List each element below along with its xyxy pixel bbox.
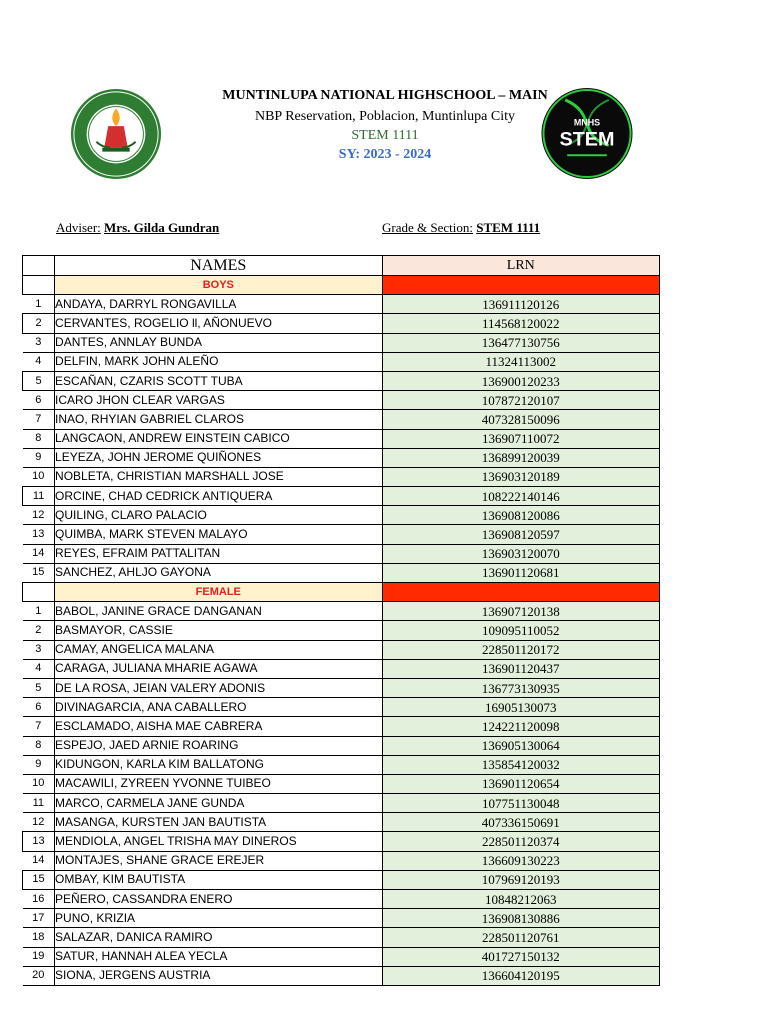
row-number: 12: [23, 506, 55, 525]
table-row: [23, 794, 660, 813]
table-row: [23, 487, 660, 506]
table-row: [23, 333, 660, 352]
school-address: NBP Reservation, Poblacion, Muntinlupa City: [254, 109, 516, 124]
lrn-column-header: LRN: [382, 256, 659, 276]
header-number-cell: [23, 256, 55, 276]
table-row: [23, 448, 660, 467]
row-number: 2: [23, 314, 55, 333]
school-name: MUNTINLUPA NATIONAL HIGHSCHOOL – MAIN: [222, 88, 548, 103]
table-row: [23, 928, 660, 947]
student-name: DELFIN, MARK JOHN ALEÑO: [55, 352, 383, 371]
row-number: 9: [23, 755, 55, 774]
boys-group-label: BOYS: [55, 276, 383, 295]
adviser-name: Mrs. Gilda Gundran: [104, 220, 220, 235]
student-name: BABOL, JANINE GRACE DANGANAN: [55, 602, 383, 621]
student-name: ORCINE, CHAD CEDRICK ANTIQUERA: [55, 487, 383, 506]
table-row: [23, 890, 660, 909]
row-number: 6: [23, 698, 55, 717]
table-row: [23, 736, 660, 755]
row-number: 13: [23, 832, 55, 851]
row-number: 20: [23, 966, 55, 985]
row-number: 15: [23, 870, 55, 889]
names-column-header: NAMES: [55, 256, 383, 276]
document-header: [0, 0, 768, 200]
table-row: [23, 563, 660, 582]
grade-section-line: [382, 220, 540, 236]
row-number: 5: [23, 371, 55, 390]
student-lrn: 136900120233: [382, 371, 659, 390]
table-row: [23, 640, 660, 659]
student-name: DANTES, ANNLAY BUNDA: [55, 333, 383, 352]
group-lrn-cell: [382, 583, 659, 602]
row-number: 17: [23, 909, 55, 928]
female-group-label: FEMALE: [55, 583, 383, 602]
student-lrn: 136901120681: [382, 563, 659, 582]
table-row: [23, 371, 660, 390]
table-row: [23, 314, 660, 333]
student-name: DIVINAGARCIA, ANA CABALLERO: [55, 698, 383, 717]
student-name: PUNO, KRIZIA: [55, 909, 383, 928]
boys-group-row: [23, 276, 660, 295]
student-name: NOBLETA, CHRISTIAN MARSHALL JOSE: [55, 467, 383, 486]
row-number: 1: [23, 602, 55, 621]
table-header-row: [23, 256, 660, 276]
stem-logo-top-text: MNHS: [573, 117, 601, 128]
student-name: ESCAÑAN, CZARIS SCOTT TUBA: [55, 371, 383, 390]
row-number: 15: [23, 563, 55, 582]
row-number: 3: [23, 640, 55, 659]
table-row: [23, 352, 660, 371]
student-lrn: 136477130756: [382, 333, 659, 352]
student-lrn: 136604120195: [382, 966, 659, 985]
row-number: 1: [23, 295, 55, 314]
student-name: QUIMBA, MARK STEVEN MALAYO: [55, 525, 383, 544]
student-lrn: 136907110072: [382, 429, 659, 448]
student-lrn: 11324113002: [382, 352, 659, 371]
student-name: MASANGA, KURSTEN JAN BAUTISTA: [55, 813, 383, 832]
student-name: CERVANTES, ROGELIO ll, AÑONUEVO: [55, 314, 383, 333]
student-lrn: 114568120022: [382, 314, 659, 333]
table-row: [23, 391, 660, 410]
table-row: [23, 467, 660, 486]
student-lrn: 107872120107: [382, 391, 659, 410]
row-number: 2: [23, 621, 55, 640]
student-lrn: 228501120374: [382, 832, 659, 851]
table-row: [23, 717, 660, 736]
row-number: 6: [23, 391, 55, 410]
school-year: SY: 2023 - 2024: [338, 147, 432, 162]
row-number: 7: [23, 717, 55, 736]
student-lrn: 401727150132: [382, 947, 659, 966]
row-number: 14: [23, 851, 55, 870]
table-row: [23, 947, 660, 966]
row-number: 14: [23, 544, 55, 563]
table-row: [23, 295, 660, 314]
student-lrn: 10848212063: [382, 890, 659, 909]
student-lrn: 136908130886: [382, 909, 659, 928]
student-lrn: 136903120070: [382, 544, 659, 563]
row-number: 18: [23, 928, 55, 947]
student-name: MARCO, CARMELA JANE GUNDA: [55, 794, 383, 813]
row-number: 3: [23, 333, 55, 352]
student-lrn: 136905130064: [382, 736, 659, 755]
row-number: 4: [23, 352, 55, 371]
student-name: ESPEJO, JAED ARNIE ROARING: [55, 736, 383, 755]
row-number: 10: [23, 774, 55, 793]
row-number: 13: [23, 525, 55, 544]
table-row: [23, 602, 660, 621]
student-lrn: 136901120654: [382, 774, 659, 793]
row-number: 10: [23, 467, 55, 486]
female-group-row: [23, 583, 660, 602]
table-row: [23, 506, 660, 525]
student-name: OMBAY, KIM BAUTISTA: [55, 870, 383, 889]
student-name: REYES, EFRAIM PATTALITAN: [55, 544, 383, 563]
table-row: [23, 659, 660, 678]
student-lrn: 124221120098: [382, 717, 659, 736]
student-name: MONTAJES, SHANE GRACE EREJER: [55, 851, 383, 870]
student-name: CARAGA, JULIANA MHARIE AGAWA: [55, 659, 383, 678]
table-row: [23, 851, 660, 870]
row-number: 11: [23, 487, 55, 506]
student-lrn: 136773130935: [382, 678, 659, 697]
grade-section-label: Grade & Section:: [382, 220, 473, 235]
row-number: 4: [23, 659, 55, 678]
row-number: 5: [23, 678, 55, 697]
table-row: [23, 870, 660, 889]
table-row: [23, 698, 660, 717]
table-row: [23, 678, 660, 697]
student-lrn: 228501120172: [382, 640, 659, 659]
row-number: 12: [23, 813, 55, 832]
table-row: [23, 755, 660, 774]
group-number-cell: [23, 583, 55, 602]
row-number: 7: [23, 410, 55, 429]
table-row: [23, 832, 660, 851]
adviser-line: [56, 220, 219, 236]
student-name: CAMAY, ANGELICA MALANA: [55, 640, 383, 659]
student-lrn: 407328150096: [382, 410, 659, 429]
student-name: LANGCAON, ANDREW EINSTEIN CABICO: [55, 429, 383, 448]
student-lrn: 136911120126: [382, 295, 659, 314]
student-name: SANCHEZ, AHLJO GAYONA: [55, 563, 383, 582]
student-lrn: 135854120032: [382, 755, 659, 774]
stem-logo: [537, 86, 637, 181]
student-name: PEÑERO, CASSANDRA ENERO: [55, 890, 383, 909]
row-number: 16: [23, 890, 55, 909]
student-lrn: 107751130048: [382, 794, 659, 813]
table-row: [23, 966, 660, 985]
student-lrn: 108222140146: [382, 487, 659, 506]
row-number: 9: [23, 448, 55, 467]
table-row: [23, 410, 660, 429]
student-name: SIONA, JERGENS AUSTRIA: [55, 966, 383, 985]
group-lrn-cell: [382, 276, 659, 295]
student-name: QUILING, CLARO PALACIO: [55, 506, 383, 525]
student-name: ICARO JHON CLEAR VARGAS: [55, 391, 383, 410]
student-lrn: 407336150691: [382, 813, 659, 832]
table-row: [23, 525, 660, 544]
row-number: 19: [23, 947, 55, 966]
table-row: [23, 774, 660, 793]
student-lrn: 136908120086: [382, 506, 659, 525]
grade-section-value: STEM 1111: [476, 220, 541, 235]
student-lrn: 136908120597: [382, 525, 659, 544]
student-name: DE LA ROSA, JEIAN VALERY ADONIS: [55, 678, 383, 697]
adviser-label: Adviser:: [56, 220, 101, 235]
row-number: 8: [23, 736, 55, 755]
student-lrn: 16905130073: [382, 698, 659, 717]
student-lrn: 136903120189: [382, 467, 659, 486]
table-row: [23, 621, 660, 640]
student-lrn: 136907120138: [382, 602, 659, 621]
student-name: SATUR, HANNAH ALEA YECLA: [55, 947, 383, 966]
student-name: SALAZAR, DANICA RAMIRO: [55, 928, 383, 947]
row-number: 11: [23, 794, 55, 813]
group-number-cell: [23, 276, 55, 295]
table-row: [23, 429, 660, 448]
student-roster-table: [22, 255, 660, 986]
student-name: KIDUNGON, KARLA KIM BALLATONG: [55, 755, 383, 774]
student-lrn: 136609130223: [382, 851, 659, 870]
student-name: MACAWILI, ZYREEN YVONNE TUIBEO: [55, 774, 383, 793]
table-row: [23, 909, 660, 928]
student-lrn: 107969120193: [382, 870, 659, 889]
student-lrn: 136901120437: [382, 659, 659, 678]
student-lrn: 109095110052: [382, 621, 659, 640]
student-name: INAO, RHYIAN GABRIEL CLAROS: [55, 410, 383, 429]
table-row: [23, 544, 660, 563]
student-lrn: 228501120761: [382, 928, 659, 947]
stem-logo-main-text: STEM: [559, 128, 615, 151]
student-name: ESCLAMADO, AISHA MAE CABRERA: [55, 717, 383, 736]
section-name: STEM 1111: [351, 128, 419, 143]
student-name: BASMAYOR, CASSIE: [55, 621, 383, 640]
student-name: MENDIOLA, ANGEL TRISHA MAY DINEROS: [55, 832, 383, 851]
student-name: ANDAYA, DARRYL RONGAVILLA: [55, 295, 383, 314]
table-row: [23, 813, 660, 832]
student-name: LEYEZA, JOHN JEROME QUIÑONES: [55, 448, 383, 467]
student-lrn: 136899120039: [382, 448, 659, 467]
row-number: 8: [23, 429, 55, 448]
